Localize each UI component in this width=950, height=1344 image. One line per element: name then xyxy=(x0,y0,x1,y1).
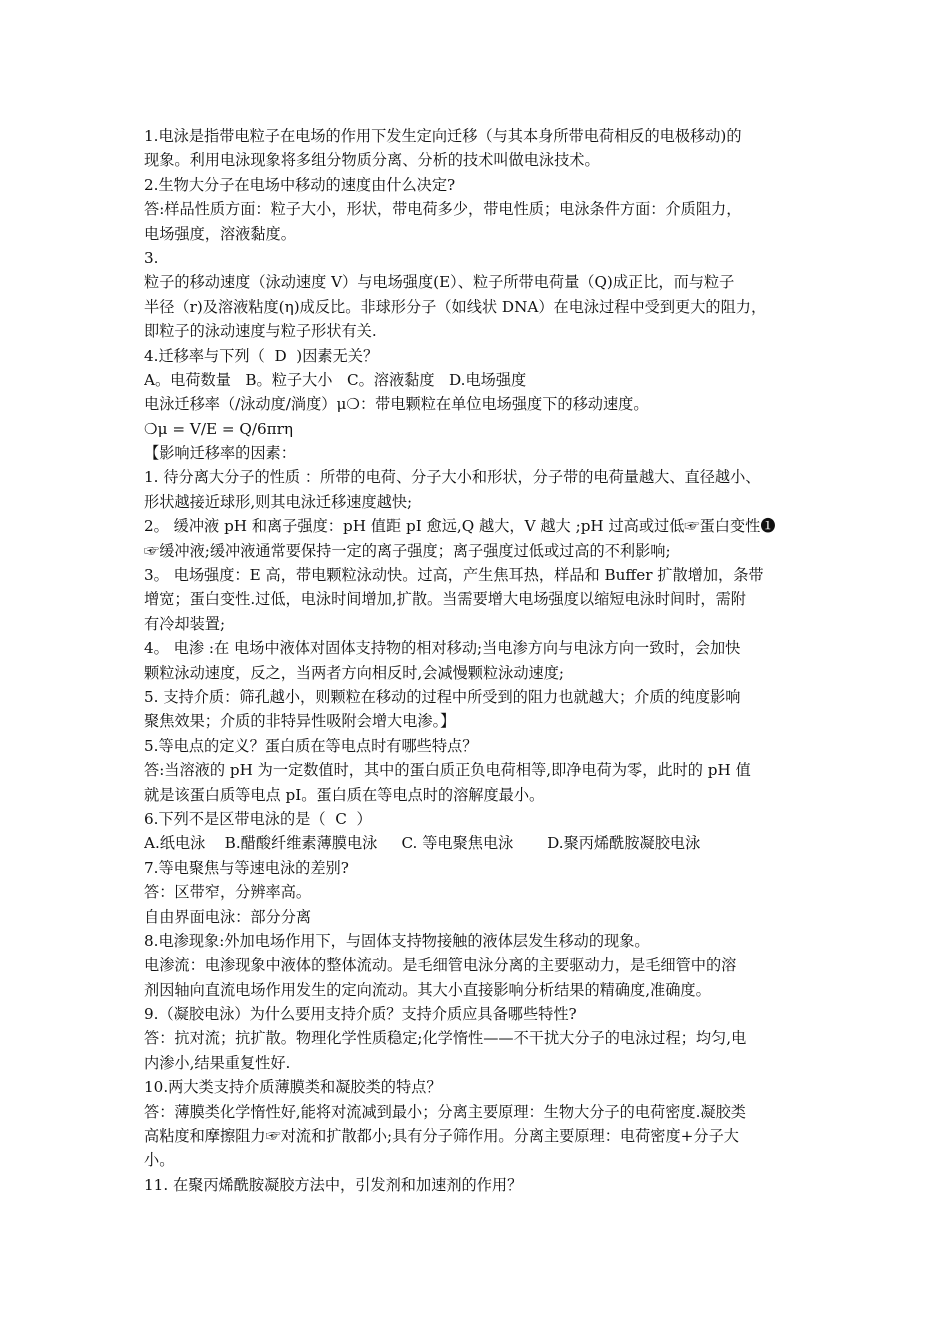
text-line-10: 4.迁移率与下列（ D )因素无关？ xyxy=(144,346,379,365)
text-line-41: 答：薄膜类化学惰性好,能将对流减到最小；分离主要原理：生物大分子的电荷密度.凝胶类 xyxy=(144,1102,746,1121)
text-line-5: 电场强度，溶液黏度。 xyxy=(144,224,296,243)
text-line-11: A。电荷数量 B。粒子大小 C。溶液黏度 D.电场强度 xyxy=(144,370,527,389)
text-line-8: 半径（r)及溶液粘度(η)成反比。非球形分子（如线状 DNA）在电泳过程中受到更大的阻力， xyxy=(144,297,767,316)
text-line-34: 8.电渗现象:外加电场作用下，与固体支持物接触的液体层发生移动的现象。 xyxy=(144,931,650,950)
text-line-27: 答:当溶液的 pH 为一定数值时，其中的蛋白质正负电荷相等,即净电荷为零，此时的 pH 值 xyxy=(144,761,751,780)
text-line-29: 6.下列不是区带电泳的是（ C ） xyxy=(144,809,372,828)
text-line-44: 11. 在聚丙烯酰胺凝胶方法中，引发剂和加速剂的作用？ xyxy=(144,1175,523,1194)
text-line-37: 9.（凝胶电泳）为什么要用支持介质？支持介质应具备哪些特性? xyxy=(144,1005,577,1024)
text-line-43: 小。 xyxy=(144,1151,175,1170)
text-line-31: 7.等电聚焦与等速电泳的差别? xyxy=(144,858,349,877)
text-line-23: 颗粒泳动速度，反之，当两者方向相反时,会减慢颗粒泳动速度; xyxy=(144,663,565,682)
text-line-2: 现象。利用电泳现象将多组分物质分离、分析的技术叫做电泳技术。 xyxy=(144,151,600,170)
text-line-6: 3. xyxy=(144,248,159,267)
text-line-4: 答:样品性质方面：粒子大小，形状，带电荷多少，带电性质；电泳条件方面：介质阻力， xyxy=(144,200,742,219)
text-line-20: 增宽；蛋白变性.过低，电泳时间增加,扩散。当需要增大电场强度以缩短电泳时间时，需附 xyxy=(144,590,746,609)
text-line-21: 有冷却装置; xyxy=(144,614,226,633)
document-body xyxy=(144,124,824,1197)
text-line-28: 就是该蛋白质等电点 pI。蛋白质在等电点时的溶解度最小。 xyxy=(144,785,545,804)
text-line-7: 粒子的移动速度（泳动速度 V）与电场强度(E）、粒子所带电荷量（Q)成正比，而与粒子 xyxy=(144,273,735,292)
text-line-24: 5. 支持介质：筛孔越小，则颗粒在移动的过程中所受到的阻力也就越大；介质的纯度影响 xyxy=(144,687,741,706)
text-line-38: 答：抗对流；抗扩散。物理化学性质稳定;化学惰性——不干扰大分子的电泳过程；均匀,电 xyxy=(144,1029,747,1048)
text-line-42: 高粘度和摩擦阻力☞对流和扩散都小;具有分子筛作用。分离主要原理：电荷密度+分子大 xyxy=(144,1127,739,1146)
text-line-15: 1. 待分离大分子的性质 ：所带的电荷、分子大小和形状，分子带的电荷量越大、直径越小、 xyxy=(144,468,761,487)
text-line-13: ❍μ = V/E = Q/6πrη xyxy=(144,419,293,438)
text-line-19: 3。 电场强度：E 高，带电颗粒泳动快。过高，产生焦耳热，样品和 Buffer 扩散增加，条带 xyxy=(144,566,764,585)
text-line-1: 1.电泳是指带电粒子在电场的作用下发生定向迁移（与其本身所带电荷相反的电极移动)的 xyxy=(144,127,742,145)
text-line-32: 答：区带窄，分辨率高。 xyxy=(144,883,312,902)
text-line-3: 2.生物大分子在电场中移动的速度由什么决定? xyxy=(144,175,456,194)
text-line-39: 内渗小,结果重复性好. xyxy=(144,1053,291,1072)
text-line-40: 10.两大类支持介质薄膜类和凝胶类的特点？ xyxy=(144,1078,442,1097)
text-line-16: 形状越接近球形,则其电泳迁移速度越快; xyxy=(144,492,413,511)
text-line-33: 自由界面电泳：部分分离 xyxy=(144,907,312,926)
text-line-25: 聚焦效果；介质的非特异性吸附会增大电渗。】 xyxy=(144,712,456,731)
text-line-14: 【影响迁移率的因素： xyxy=(144,444,296,463)
text-line-9: 即粒子的泳动速度与粒子形状有关. xyxy=(144,322,377,341)
text-line-30: A.纸电泳 B.醋酸纤维素薄膜电泳 C. 等电聚焦电泳 D.聚丙烯酰胺凝胶电泳 xyxy=(144,834,701,853)
text-line-22: 4。 电渗 :在 电场中液体对固体支持物的相对移动;当电渗方向与电泳方向一致时，会加快 xyxy=(144,639,741,658)
text-line-36: 剂因轴向直流电场作用发生的定向流动。其大小直接影响分析结果的精确度,准确度。 xyxy=(144,980,711,999)
text-line-17: 2。 缓冲液 pH 和离子强度：pH 值距 pI 愈远,Q 越大，V 越大 ;pH 过高或过低☞蛋白变性❶ xyxy=(144,517,776,536)
text-line-18: ☞缓冲液;缓冲液通常要保持一定的离子强度；离子强度过低或过高的不利影响; xyxy=(144,541,671,560)
text-line-26: 5.等电点的定义？蛋白质在等电点时有哪些特点？ xyxy=(144,736,478,755)
text-line-35: 电渗流：电渗现象中液体的整体流动。是毛细管电泳分离的主要驱动力，是毛细管中的溶 xyxy=(144,956,737,975)
text-line-12: 电泳迁移率（/泳动度/淌度）μ❍：带电颗粒在单位电场强度下的移动速度。 xyxy=(144,395,649,414)
